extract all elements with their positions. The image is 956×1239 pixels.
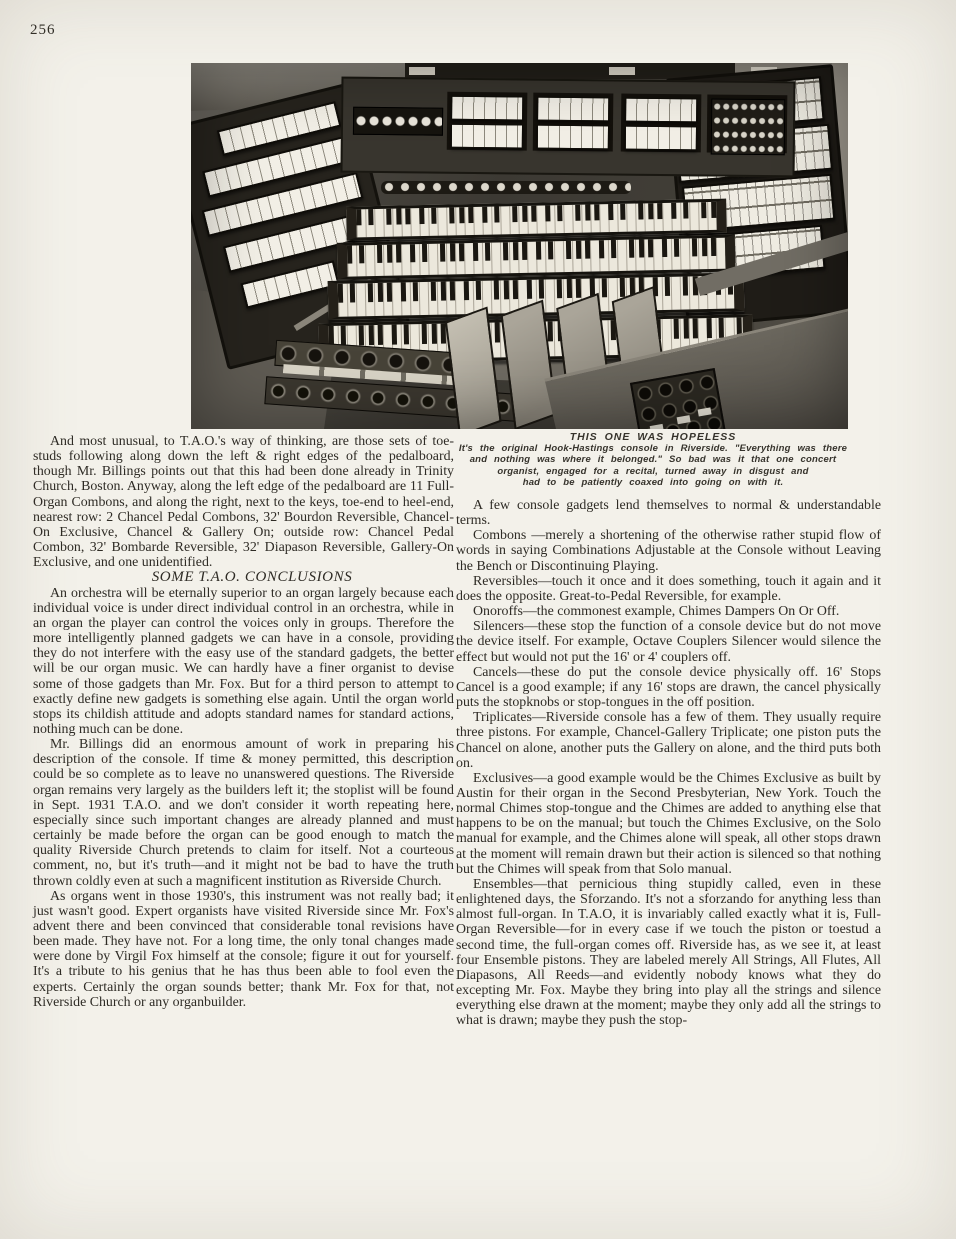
caption-line: It's the original Hook-Hastings console in Riverside. "Everything was there — [458, 443, 848, 454]
organ-console-photo — [191, 63, 848, 429]
paragraph-cancels: Cancels—these do put the console device physically off. 16' Stops Cancel is a good example; if any 16' stops are drawn, the cancel physically puts the stopknobs or stop-tongues in the off position. — [456, 664, 881, 711]
caption-line: had to be patiently coaxed into going on with it. — [522, 476, 784, 488]
paragraph-billings: Mr. Billings did an enormous amount of work in preparing his description of the console. If time & money permitted, this description could be so complete as to leave no unanswered questions. The Riverside organ remains very largely as the builders left it; the stoplist will be found in Sept. 1931 T.A.O. and we don't consider it worth repeating here, especially since such important changes are already planned and must certainly be made before the organ can be good enough to match the quality Riverside Church pretends to claim for itself. Not a courteous comment, no, but it's truth—and it might not be bad to have the truth thrown coldly even at such a magnificent institution as Riverside Church. — [33, 737, 454, 889]
paragraph-experts: As organs went in those 1930's, this instrument was not really bad; it just wasn't good. Expert organists have visited Riverside since Mr. Fox's advent there and been convinced that considerable tonal revisions have been made. They have not. For a long time, the only tonal changes made were done by Virgil Fox himself at the console; figure it out for yourself. It's a tribute to his genius that he has thus been able to fool even the experts. Certainly the organ sounds better; thank Mr. Fox for that, not Riverside Church or any organbuilder. — [33, 888, 454, 1010]
section-heading-conclusions: SOME T.A.O. CONCLUSIONS — [151, 569, 353, 586]
paragraph-gadget-terms: A few console gadgets lend themselves to normal & understandable terms. — [456, 498, 881, 529]
paragraph-combons: Combons —merely a shortening of the otherwise rather stupid flow of words in saying Combinations Adjustable at the Console without Leaving the Bench or Discontinuing Playing. — [456, 528, 881, 574]
caption-line: organist, engaged for a recital, turned away in disgust and — [497, 465, 809, 477]
paragraph-toe-studs: And most unusual, to T.A.O.'s way of thinking, are those sets of toe-studs following along down the left & right edges of the pedalboard, though Mr. Billings points out that this had been done already in Trinity Church, Boston. Anyway, along the left edge of the pedalboard are 11 Full-Organ Combons, and along the right, next to the keys, toe-end to heel-end, nearest row: 2 Chancel Pedal Combons, 32' Bourdon Reversible, Chancel-On Exclusive, Chancel & Gallery On; outside row: Chancel Pedal Combon, 32' Bombarde Reversible, 32' Diapason Reversible, Gallery-On Exclusive, and one unidentified. — [33, 434, 454, 571]
right-text-column — [456, 498, 881, 1028]
paragraph-onoroffs: Onoroffs—the commonest example, Chimes Dampers On Or Off. — [473, 604, 840, 620]
paragraph-reversibles: Reversibles—touch it once and it does something, touch it again and it does the opposite. Great-to-Pedal Reversible, for example. — [456, 573, 881, 604]
paragraph-triplicates: Triplicates—Riverside console has a few of them. They usually require three pistons. For example, Chancel-Gallery Triplicate; one piston puts the Chancel on alone, another puts the Gallery on alone, and the third puts both on. — [456, 710, 881, 771]
keyboard-manual-4 — [346, 199, 727, 241]
caption-title: THIS ONE WAS HOPELESS — [569, 431, 737, 443]
paragraph-exclusives: Exclusives—a good example would be the Chimes Exclusive as built by Austin for their organ in the Second Presbyterian, New York. Touch the normal Chimes stop-tongue and the Chimes are added to anything else that happens to be on the manual; but touch the Chimes Exclusive, on the Solo manual for example, and the Chimes alone will speak, all other stops drawn at the moment will remain drawn but their action is silenced so that nothing but the Chimes will speak from that Solo manual. — [456, 770, 881, 877]
caption-line: and nothing was where it belonged." So bad was it that one concert — [469, 454, 837, 466]
paragraph-orchestra: An orchestra will be eternally superior to an organ largely because each individual voice is under direct individual control in an orchestra, while in an organ the player can control the voices only in groups. Therefore the more intelligently planned gadgets we can have in a console, providing they do not interfere with the easy use of the standard gadgets, the better will be our organ music. We can hardly have a finer organist to devise some of those gadgets than Mr. Fox. But for a third person to attempt to exactly define new gadgets is something else again. Until the organ world stops its childish attitude and adopts standard names for standard actions, nothing much can be done. — [33, 585, 454, 737]
paragraph-ensembles: Ensembles—that pernicious thing stupidly called, even in these enlightened days, the Sforzando. It's not a sforzando for anything less than almost full-organ. In T.A.O, it is invariably called exactly what it is, Full-Organ Reversible—for in every case if we touch the piston or toestud a second time, the full-organ comes off. Riverside has, as we see it, at least four Ensemble pistons. They are labeled merely All Strings, All Flutes, All Diapasons, All Reeds—and evidently nobody knows what they do excepting Mr. Fox. Maybe they bring into play all the strings and silence everything else drawn at the moment; maybe they only add all the strings to what is drawn; maybe they push the stop- — [456, 876, 881, 1029]
photo-caption — [450, 431, 856, 488]
page-number: 256 — [30, 22, 56, 38]
paragraph-silencers: Silencers—these stop the function of a console device but do not move the device itself. For example, Octave Couplers Silencer would silence the effect but would not put the 16' or 4' couplers off. — [456, 619, 881, 665]
left-text-column — [33, 434, 454, 1010]
expression-shoe — [501, 300, 558, 429]
